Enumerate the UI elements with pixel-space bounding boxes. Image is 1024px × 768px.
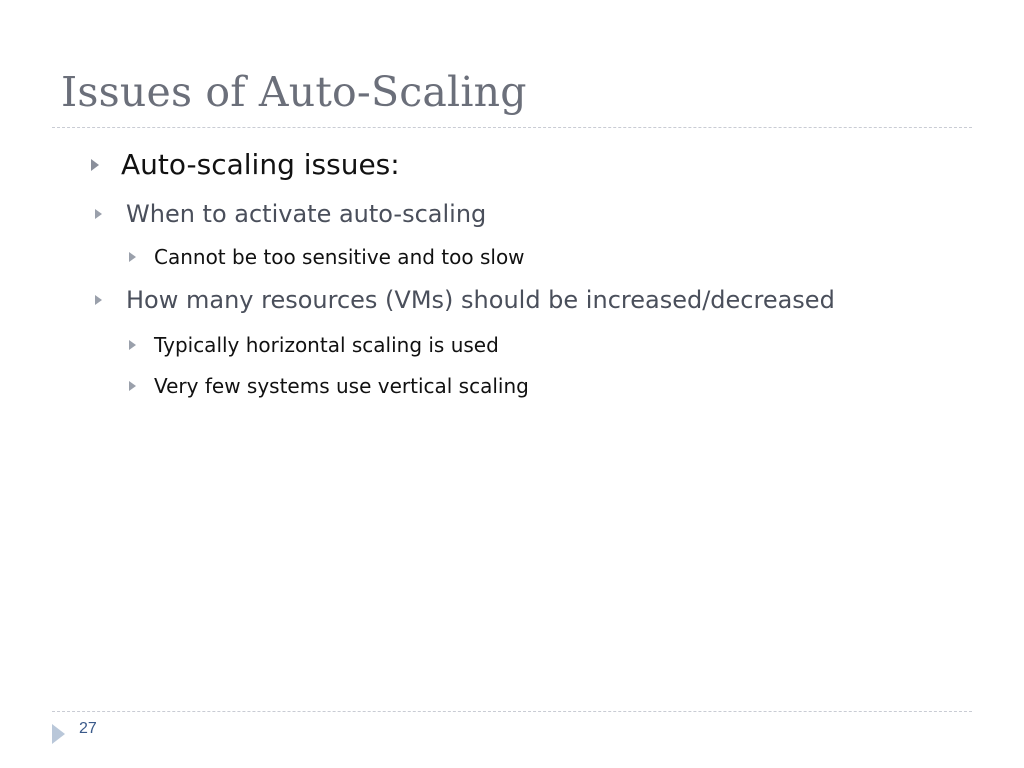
footer-triangle-icon [52,724,65,744]
bullet-level3-horizontal-scaling [129,333,499,357]
slide-title: Issues of Auto-Scaling [61,68,527,116]
bullet-triangle-icon [95,209,102,219]
bullet-triangle-icon [129,252,136,262]
bullet-text: Auto-scaling issues: [121,148,400,181]
footer-divider [52,711,972,712]
bullet-triangle-icon [129,381,136,391]
bullet-level1-auto-scaling-issues [91,148,400,181]
bullet-level3-vertical-scaling [129,374,529,398]
bullet-triangle-icon [95,295,102,305]
bullet-text: How many resources (VMs) should be increased/decreased [126,286,835,314]
bullet-text: Cannot be too sensitive and too slow [154,245,525,269]
bullet-triangle-icon [129,340,136,350]
page-number: 27 [79,720,97,737]
bullet-triangle-icon [91,159,99,171]
bullet-level2-when-to-activate [95,200,486,228]
bullet-level3-cannot-be-too-sensitive [129,245,525,269]
title-divider [52,127,972,128]
bullet-level2-how-many-resources [95,286,835,314]
bullet-text: Very few systems use vertical scaling [154,374,529,398]
bullet-text: Typically horizontal scaling is used [154,333,499,357]
bullet-text: When to activate auto-scaling [126,200,487,228]
